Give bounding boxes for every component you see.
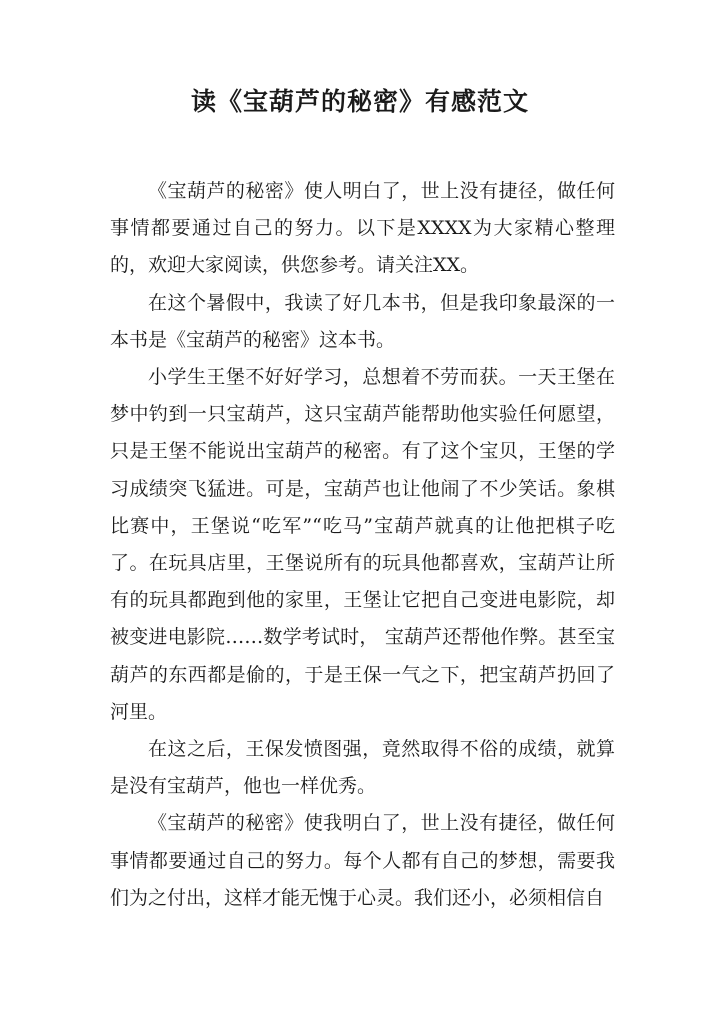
paragraph-afterwards: 在这之后，王保发愤图强，竟然取得不俗的成绩，就算是没有宝葫芦，他也一样优秀。 <box>110 738 615 798</box>
paragraph-reflection: 《宝葫芦的秘密》使我明白了，世上没有捷径，做任何事情都要通过自己的努力。每个人都有自己的梦想，需要我们为之付出，这样才能无愧于心灵。我们还小，必须相信自 <box>110 812 615 909</box>
paragraph-intro: 《宝葫芦的秘密》使人明白了，世上没有捷径，做任何事情都要通过自己的努力。以下是XXXX为大家精心整理的，欢迎大家阅读，供您参考。请关注XX。 <box>110 180 615 277</box>
paragraph-summer-reading: 在这个暑假中，我读了好几本书，但是我印象最深的一本书是《宝葫芦的秘密》这本书。 <box>110 291 615 351</box>
paragraph-story: 小学生王堡不好好学习，总想着不劳而获。一天王堡在梦中钓到一只宝葫芦，这只宝葫芦能帮助他实验任何愿望，只是王堡不能说出宝葫芦的秘密。有了这个宝贝，王堡的学习成绩突飞猛进。可是，宝葫芦也让他闹了不少笑话。象棋比赛中，王堡说“吃军”“吃马”宝葫芦就真的让他把棋子吃了。在玩具店里，王堡说所有的玩具他都喜欢，宝葫芦让所有的玩具都跑到他的家里，王堡让它把自己变进电影院，却被变进电影院……数学考试时， 宝葫芦还帮他作弊。甚至宝葫芦的东西都是偷的，于是王保一气之下，把宝葫芦扔回了河里。 <box>110 366 615 723</box>
document-title: 读《宝葫芦的秘密》有感范文 <box>190 87 529 116</box>
document-body <box>110 173 615 917</box>
